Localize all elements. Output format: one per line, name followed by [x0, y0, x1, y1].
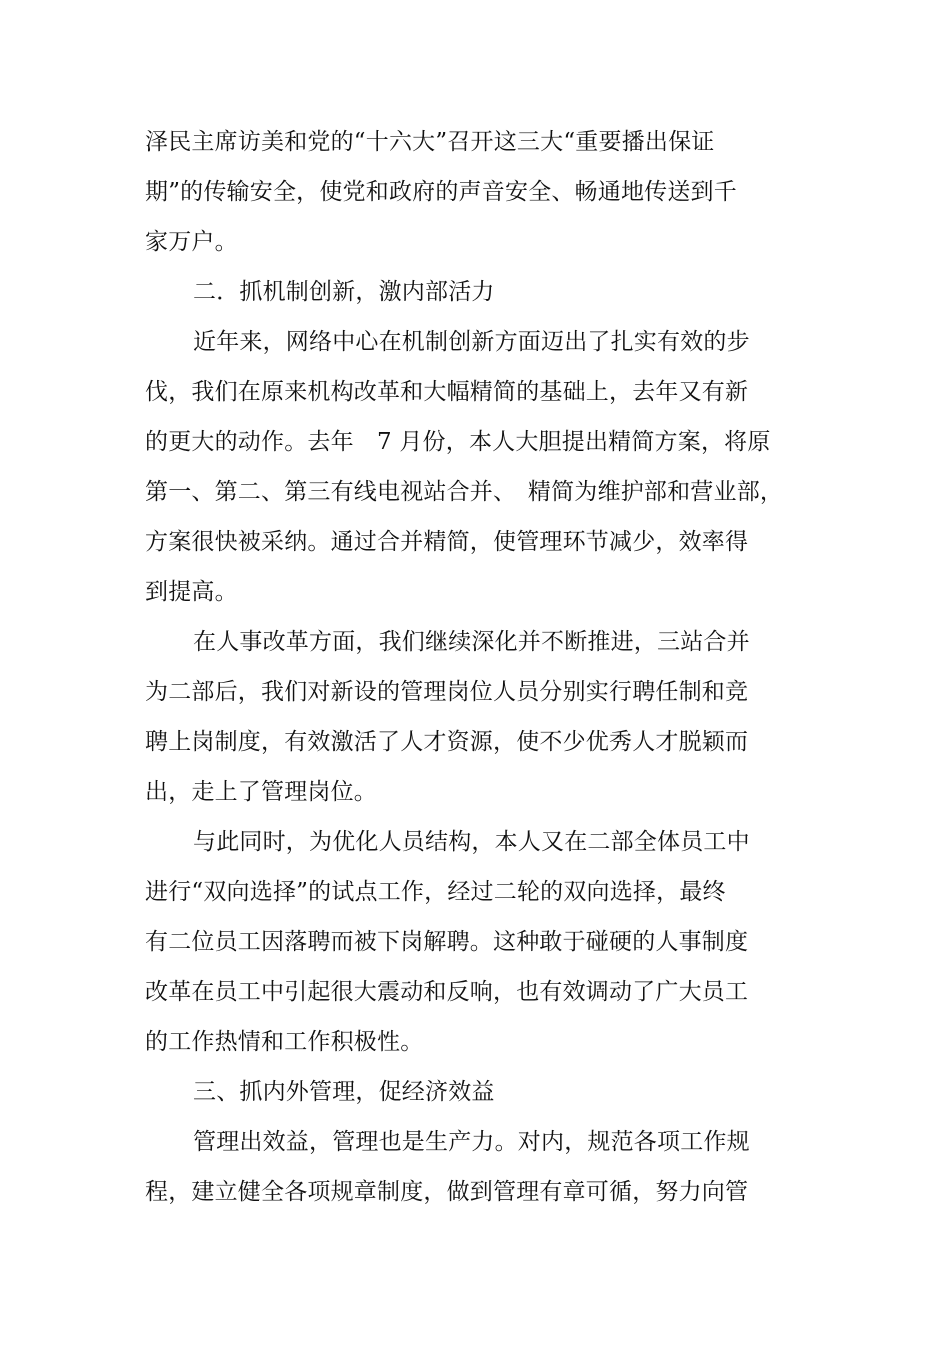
text-line: 改革在员工中引起很大震动和反响，也有效调动了广大员工	[145, 979, 749, 1005]
text-line: 聘上岗制度，有效激活了人才资源，使不少优秀人才脱颖而	[145, 729, 749, 755]
paragraph-start: 管理出效益，管理也是生产力。对内，规范各项工作规	[193, 1129, 750, 1155]
text-line: 期”的传输安全，使党和政府的声音安全、畅通地传送到千	[145, 179, 737, 205]
paragraph-start: 在人事改革方面，我们继续深化并不断推进，三站合并	[193, 629, 750, 655]
section-heading: 三、抓内外管理，促经济效益	[193, 1079, 495, 1105]
text-line: 的更大的动作。去年 7 月份，本人大胆提出精简方案，将原	[145, 429, 771, 455]
text-line: 为二部后，我们对新设的管理岗位人员分别实行聘任制和竞	[145, 679, 749, 705]
text-line: 的工作热情和工作积极性。	[145, 1029, 424, 1055]
body-text	[145, 117, 785, 1217]
text-line: 进行“双向选择”的试点工作，经过二轮的双向选择，最终	[145, 879, 726, 905]
text-line: 到提高。	[145, 579, 238, 605]
text-line: 方案很快被采纳。通过合并精简，使管理环节减少，效率得	[145, 529, 749, 555]
text-line: 伐，我们在原来机构改革和大幅精简的基础上，去年又有新	[145, 379, 749, 405]
text-line: 出，走上了管理岗位。	[145, 779, 377, 805]
paragraph-start: 与此同时，为优化人员结构，本人又在二部全体员工中	[193, 829, 750, 855]
paragraph-start: 近年来，网络中心在机制创新方面迈出了扎实有效的步	[193, 329, 750, 355]
text-line: 有二位员工因落聘而被下岗解聘。这种敢于碰硬的人事制度	[145, 929, 749, 955]
text-line: 家万户。	[145, 229, 238, 255]
text-line: 泽民主席访美和党的“十六大”召开这三大“重要播出保证	[145, 129, 715, 155]
text-line: 第一、第二、第三有线电视站合并、 精简为维护部和营业部，	[145, 479, 784, 505]
text-line: 程，建立健全各项规章制度，做到管理有章可循，努力向管	[145, 1179, 749, 1205]
section-heading: 二．抓机制创新，激内部活力	[193, 279, 495, 305]
